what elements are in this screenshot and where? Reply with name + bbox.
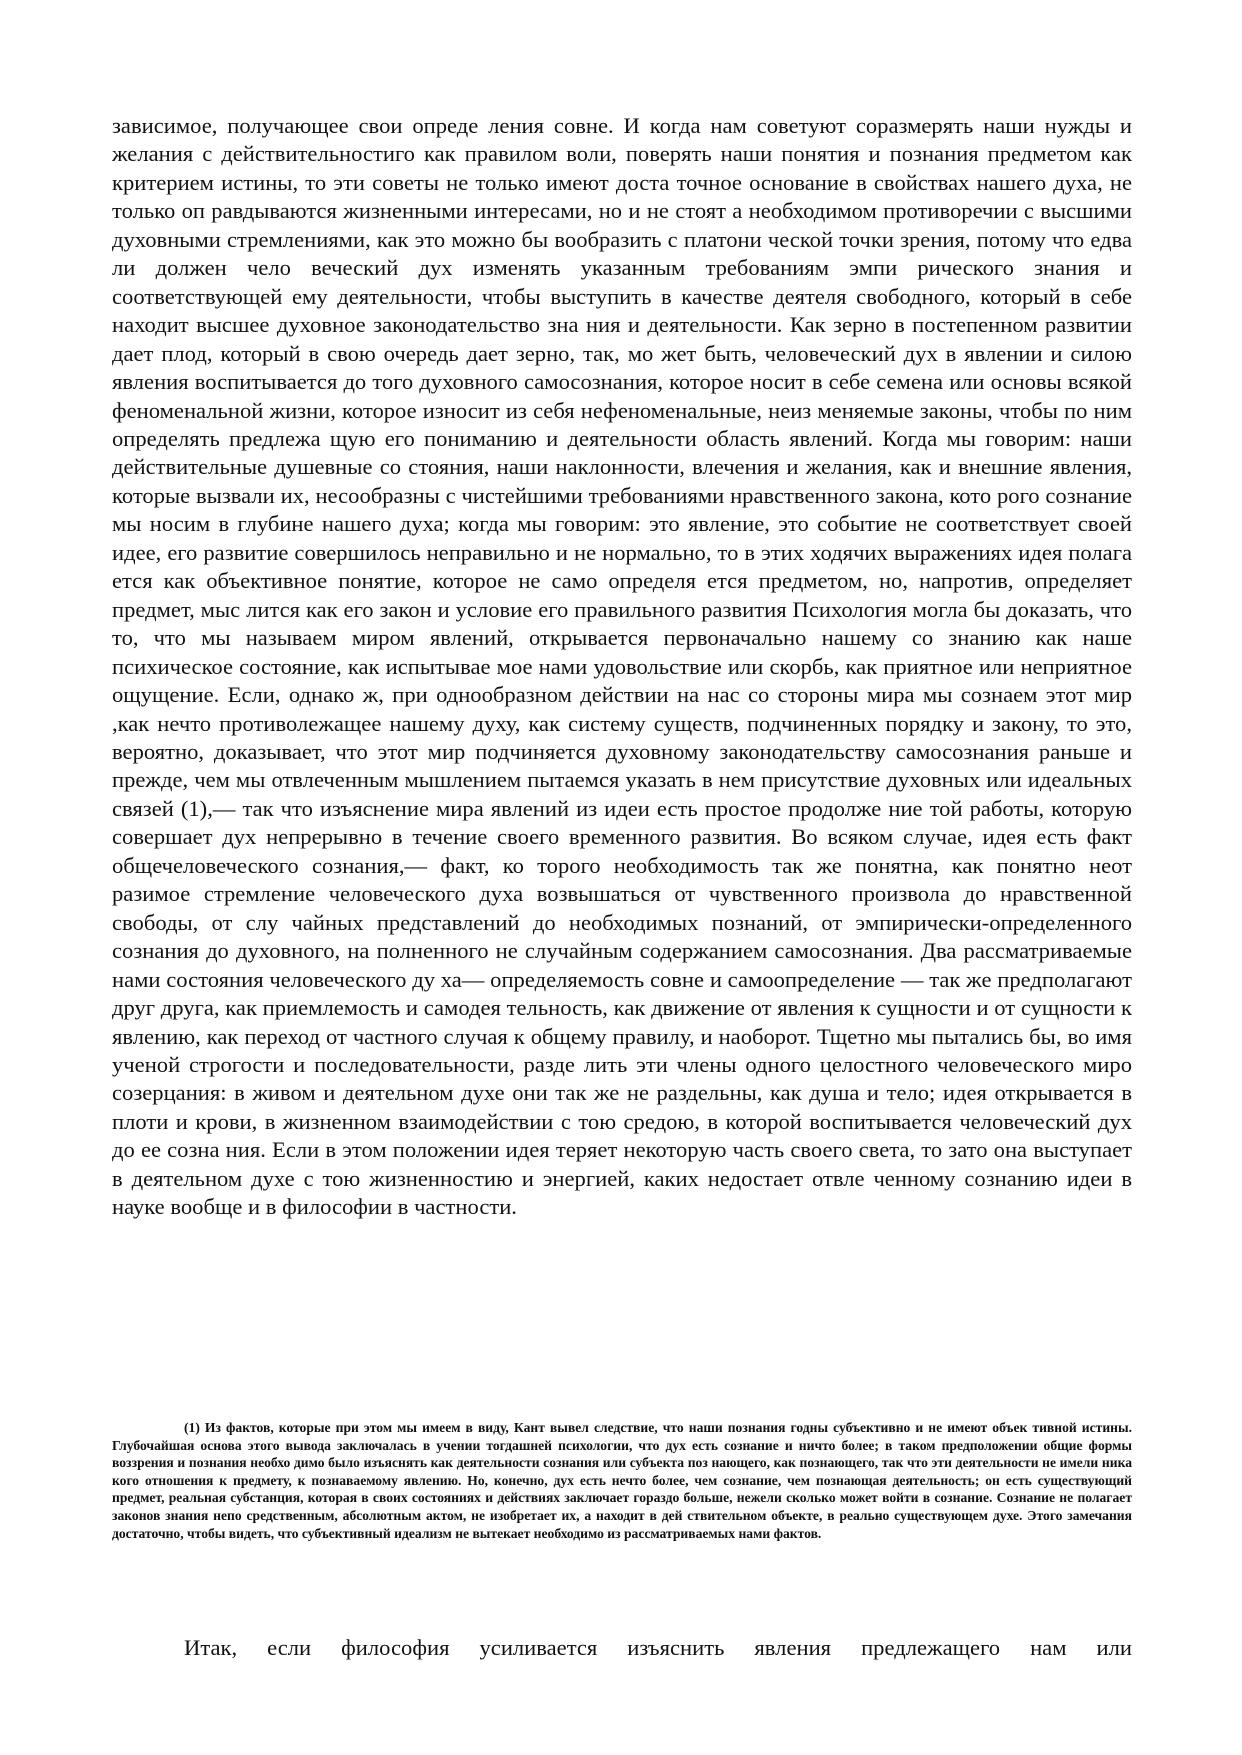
footnote: (1) Из фактов, которые при этом мы имеем в виду, Кант вывел следствие, что наши познания годны субъективно и не имеют объек тивной истины. Глубочайшая основа этого вывода заключалась в учении тогдашней психологии, что дух есть сознание и ничто более; в таком предположении общие формы воззрения и познания необхо димо было изъяснять как деятельности сознания или субъекта поз нающего, как познающего, так что эти деятельности не имели ника кого отношения к предмету, к познаваемому явлению. Но, конечно, дух есть нечто более, чем сознание, чем познающая деятельность; он есть существующий предмет, реальная субстанция, которая в своих состояниях и действиях заключает гораздо больше, нежели сколько может войти в сознание. Сознание не полагает законов знания непо средственным, абсолютным актом, не изобретает их, а находит в дей ствительном объекте, в реально существующем духе. Этого замечания достаточно, чтобы видеть, что субъективный идеализм не вытекает необходимо из рассматриваемых нами фактов. — [112, 1420, 1132, 1541]
main-paragraph: зависимое, получающее свои опреде ления совне. И когда нам советуют соразмерять наши нужды и желания с действительностиго как правилом воли, поверять наши понятия и познания предметом как критерием истины, то эти советы не только имеют доста точное основание в свойствах нашего духа, не только оп равдываются жизненными интересами, но и не стоят а необходимом противоречии с высшими духовными стремлениями, как это можно бы вообразить с платони ческой точки зрения, потому что едва ли должен чело веческий дух изменять указанным требованиям эмпи рического знания и соответствующей ему деятельности, чтобы выступить в качестве деятеля свободного, который в себе находит высшее духовное законодательство зна ния и деятельности. Как зерно в постепенном развитии дает плод, который в свою очередь дает зерно, так, мо жет быть, человеческий дух в явлении и силою явления воспитывается до того духовного самосознания, которое носит в себе семена или основы всякой феноменальной жизни, которое износит из себя нефеноменальные, неиз меняемые законы, чтобы по ним определять предлежа щую его пониманию и деятельности область явлений. Когда мы говорим: наши действительные душевные со стояния, наши наклонности, влечения и желания, как и внешние явления, которые вызвали их, несообразны с чистейшими требованиями нравственного закона, кото рого сознание мы носим в глубине нашего духа; когда мы говорим: это явление, это событие не соответствует своей идее, его развитие совершилось неправильно и не нормально, то в этих ходячих выражениях идея полага ется как объективное понятие, которое не само определя ется предметом, но, напротив, определяет предмет, мыс лится как его закон и условие его правильного развития Психология могла бы доказать, что то, что мы называем миром явлений, открывается первоначально нашему со знанию как наше психическое состояние, как испытывае мое нами удовольствие или скорбь, как приятное или неприятное ощущение. Если, однако ж, при однообразном действии на нас со стороны мира мы сознаем этот мир ,как нечто противолежащее нашему духу, как систему существ, подчиненных порядку и закону, то это, вероятно, доказывает, что этот мир подчиняется духовному законодательству самосознания раньше и прежде, чем мы отвлеченным мышлением пытаемся указать в нем присутствие духовных или идеальных связей (1),— так что изъяснение мира явлений из идеи есть простое продолже ние той работы, которую совершает дух непрерывно в течение своего временного развития. Во всяком случае, идея есть факт общечеловеческого сознания,— факт, ко торого необходимость так же понятна, как понятно неот разимое стремление человеческого духа возвышаться от чувственного произвола до нравственной свободы, от слу чайных представлений до необходимых познаний, от эмпирически-определенного сознания до духовного, на полненного не случайным содержанием самосознания. Два рассматриваемые нами состояния человеческого ду ха— определяемость совне и самоопределение — так же предполагают друг друга, как приемлемость и самодея тельность, как движение от явления к сущности и от сущности к явлению, как переход от частного случая к общему правилу, и наоборот. Тщетно мы пытались бы, во имя ученой строгости и последовательности, разде лить эти члены одного целостного человеческого миро созерцания: в живом и деятельном духе они так же не раздельны, как душа и тело; идея открывается в плоти и крови, в жизненном взаимодействии с тою средою, в которой воспитывается человеческий дух до ее созна ния. Если в этом положении идея теряет некоторую часть своего света, то зато она выступает в деятельном духе с тою жизненностию и энергией, каких недостает отвле ченному сознанию идеи в науке вообще и в философии в частности. — [112, 113, 1132, 1220]
next-paragraph-start: Итак, если философия усиливается изъяснить явления предлежащего нам или — [184, 1635, 1132, 1660]
